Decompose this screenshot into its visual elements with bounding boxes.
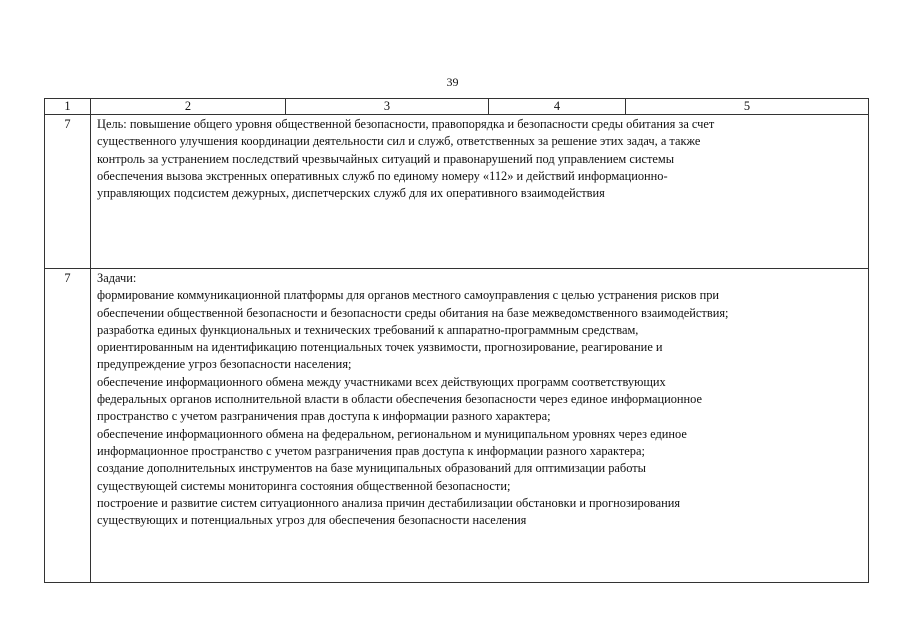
header-cell-2: 2 [91, 99, 286, 115]
text-line: обеспечения вызова экстренных оперативных служб по единому номеру «112» и действий информационно- [97, 168, 668, 183]
header-cell-4: 4 [489, 99, 626, 115]
header-cell-3: 3 [286, 99, 489, 115]
text-line: построение и развитие систем ситуационного анализа причин дестабилизации обстановки и прогнозирования [97, 495, 681, 510]
table-header-row [45, 99, 869, 115]
text-line: Цель: повышение общего уровня общественной безопасности, правопорядка и безопасности среды обитания за счет [97, 117, 715, 131]
text-line: информационное пространство с учетом разграничения прав доступа к информации разного характера; [97, 443, 645, 458]
tasks-text [91, 269, 869, 583]
text-line: существующей системы мониторинга состояния общественной безопасности; [97, 478, 511, 493]
program-table [44, 98, 869, 583]
goal-text [91, 115, 869, 269]
text-line: обеспечение информационного обмена между участниками всех действующих программ соответствующих [97, 374, 666, 389]
text-line: существенного улучшения координации деятельности сил и служб, ответственных за решение этих задач, а также [97, 134, 701, 149]
text-line: Задачи: [97, 271, 137, 285]
row-number: 7 [45, 115, 91, 269]
page-number: 39 [446, 75, 459, 89]
text-line: ориентированным на идентификацию потенциальных точек уязвимости, прогнозирование, реагирование и [97, 340, 663, 355]
row-number: 7 [45, 269, 91, 583]
table-row-tasks [45, 269, 869, 583]
text-line: федеральных органов исполнительной власти в области обеспечения безопасности через единое информационное [97, 392, 703, 407]
text-line: формирование коммуникационной платформы для органов местного самоуправления с целью устранения рисков при [97, 288, 720, 303]
text-line: обеспечении общественной безопасности и безопасности среды обитания на базе межведомственного взаимодействия; [97, 305, 729, 320]
table-row-goal [45, 115, 869, 269]
text-line: контроль за устранением последствий чрезвычайных ситуаций и правонарушений под управлением системы [97, 151, 675, 166]
text-line: существующих и потенциальных угроз для обеспечения безопасности населения [97, 513, 527, 528]
text-line: разработка единых функциональных и технических требований к аппаратно-программным средствам, [97, 322, 639, 337]
text-line: обеспечение информационного обмена на федеральном, региональном и муниципальном уровнях через единое [97, 426, 687, 441]
header-cell-5: 5 [626, 99, 869, 115]
text-line: пространство с учетом разграничения прав доступа к информации разного характера; [97, 409, 551, 424]
text-line: предупреждение угроз безопасности населения; [97, 357, 352, 372]
header-cell-1: 1 [45, 99, 91, 115]
text-line: управляющих подсистем дежурных, диспетчерских служб для их оперативного взаимодействия [97, 186, 605, 201]
text-line: создание дополнительных инструментов на базе муниципальных образований для оптимизации работы [97, 461, 646, 476]
